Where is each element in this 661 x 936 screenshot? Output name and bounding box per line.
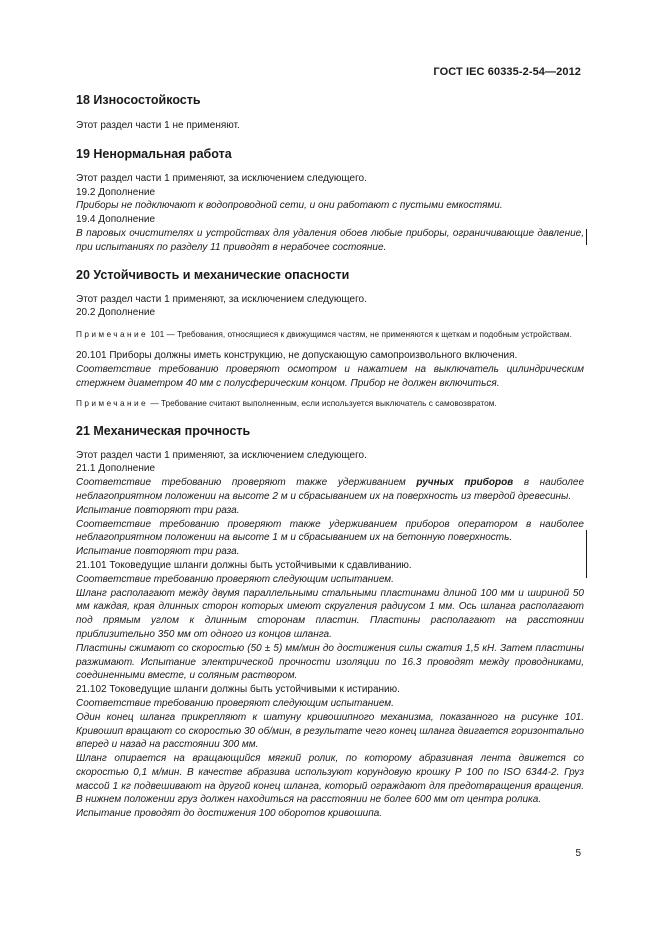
change-bar [586,229,587,245]
standard-designation: ГОСТ IEC 60335-2-54—2012 [433,66,581,78]
page-number: 5 [575,848,581,859]
section-heading: 19 Ненормальная работа [76,146,232,161]
clause-number: 20.101 Приборы должны иметь конструкцию, не допускающую самопроизвольного включения. [76,350,518,362]
section-heading: 18 Износостойкость [76,93,201,107]
paragraph-text: Соответствие требованию проверяют также удерживанием [76,477,417,489]
paragraph: Шланг располагают между двумя параллельными стальными пластинами длиной 100 мм и шириной 50 мм каждая, края длинных сторон которых имеют скругления радиусом 1 мм. Ось шланга располагают под прямым углом к длинным сторонам пластин. Пластины располагают на расстоянии приблизительно 350 мм от одного из концов шланга. [76,587,584,640]
paragraph: Приборы не подключают к водопроводной сети, и они работают с пустыми емкостями. [76,200,503,212]
section-18 [76,92,584,133]
note [76,328,584,340]
change-bar [586,530,587,578]
note [76,397,584,409]
clause-number: 19.4 Дополнение [76,214,156,226]
paragraph: В паровых очистителях и устройствах для удаления обоев любые приборы, ограничивающие давление, при испытаниях по разделу 11 приводят в нерабочее состояние. [76,227,584,253]
clause-number: 20.2 Дополнение [76,307,156,319]
paragraph: Соответствие требованию проверяют следующим испытанием. [76,573,394,585]
clause-number: 19.2 Дополнение [76,186,156,198]
section-heading: 21 Механическая прочность [76,423,251,438]
section-20 [76,267,584,409]
paragraph [76,476,584,504]
note-label: Примечание [76,397,149,408]
clause-number: 21.101 Токоведущие шланги должны быть устойчивыми к сдавливанию. [76,559,412,571]
section-19 [76,146,584,255]
defined-term: ручных приборов [416,477,514,489]
note-text: — Требование считают выполненным, если используется выключатель с самовозвратом. [148,397,497,408]
paragraph: Соответствие требованию проверяют также удерживанием приборов оператором в наиболее неблагоприятном положении на высоте 1 м и сбрасыванием их на бетонную поверхность. [76,518,584,544]
paragraph: Этот раздел части 1 применяют, за исключением следующего. [76,449,367,461]
paragraph: Испытание повторяют три раза. [76,546,240,558]
note-label: Примечание [76,329,149,340]
section-heading: 20 Устойчивость и механические опасности [76,267,350,282]
clause-number: 21.1 Дополнение [76,463,156,475]
paragraph: Соответствие требованию проверяют осмотром и нажатием на выключатель цилиндрическим стержнем диаметром 40 мм с полусферическим концом. Прибор не должен включиться. [76,363,584,389]
paragraph: Испытание проводят до достижения 100 оборотов кривошипа. [76,808,383,820]
paragraph: Этот раздел части 1 применяют, за исключением следующего. [76,172,367,184]
paragraph: Этот раздел части 1 не применяют. [76,120,240,131]
clause-number: 21.102 Токоведущие шланги должны быть устойчивыми к истиранию. [76,684,400,696]
paragraph-text: в наиболее неблагоприятном положении на высоте 2 м и сбрасыванием их на поверхность из твердой древесины. [76,477,585,502]
paragraph: Испытание повторяют три раза. [76,504,240,516]
paragraph: Один конец шланга прикрепляют к шатуну кривошипного механизма, показанного на рисунке 101. Кривошип вращают со скоростью 30 об/мин, в результате чего конец шланга двигается горизонтально вперед и назад на расстоянии 300 мм. [76,711,584,751]
note-text: 101 — Требования, относящиеся к движущимся частям, не применяются к щеткам и подобным устройствам. [148,329,572,340]
paragraph: Шланг опирается на вращающийся мягкий ролик, по которому абразивная лента движется со скоростью 0,1 м/мин. В качестве абразива используют корундовую крошку Р 100 по ISO 6344-2. Груз массой 1 кг подвешивают на другой конец шланга, который ограждают для предотвращения вращения. В нижнем положении груз должен находиться на расстоянии не более 600 мм от центра ролика. [76,753,584,806]
document-body [76,92,584,821]
paragraph: Соответствие требованию проверяют следующим испытанием. [76,697,394,709]
paragraph: Пластины сжимают со скоростью (50 ± 5) мм/мин до достижения силы сжатия 1,5 кН. Затем пластины разжимают. Испытание электрической прочности изоляции по 16.3 проводят между проводниками, соединенными вместе, и соляным раствором. [76,642,584,682]
section-21 [76,423,584,822]
paragraph: Этот раздел части 1 применяют, за исключением следующего. [76,293,367,305]
